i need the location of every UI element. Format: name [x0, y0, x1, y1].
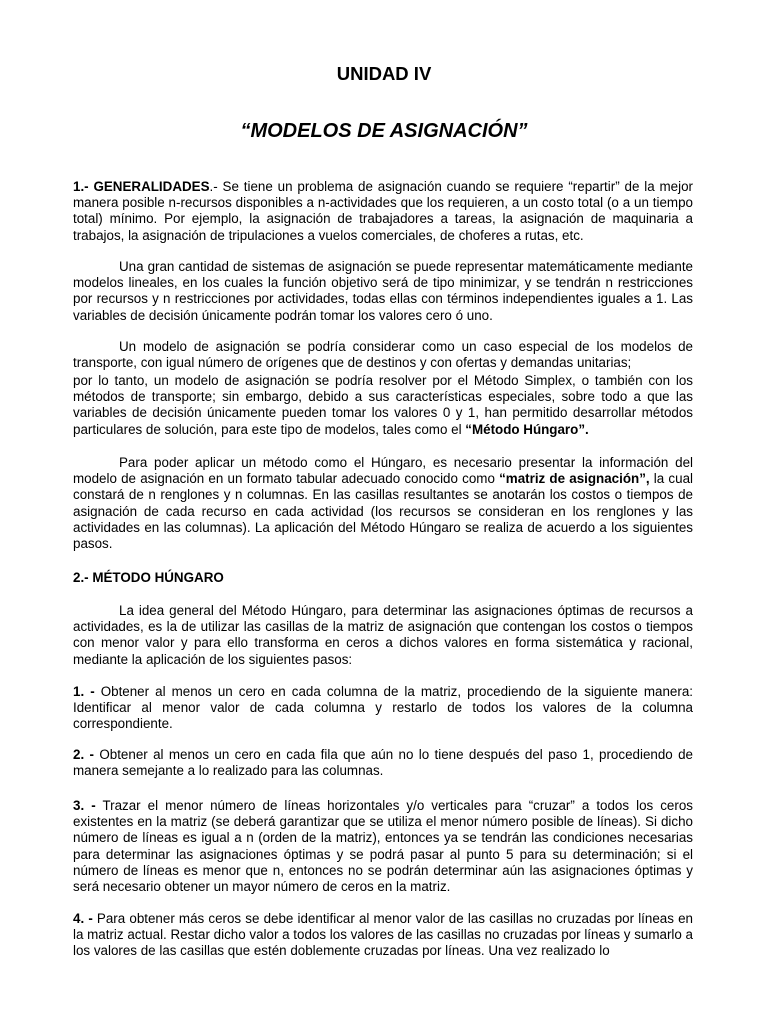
step-1-text: Obtener al menos un cero en cada columna de la matriz, procediendo de la siguiente manera: Identificar al menor valor de cada columna y restarlo de todos los valores de la columna correspondiente. — [73, 684, 693, 732]
sec1-paragraph-4 — [73, 455, 693, 552]
step-1-number: 1. - — [73, 684, 95, 699]
sec1-heading: 1.- GENERALIDADES — [73, 179, 210, 194]
unit-heading: UNIDAD IV — [336, 63, 432, 84]
sec1-paragraph-3a: Un modelo de asignación se podría considerar como un caso especial de los modelos de transporte, con igual número de orígenes que de destinos y con ofertas y demandas unitarias; — [73, 339, 693, 371]
sec1-p4-text-b: la cual constará de n renglones y n columnas. En las casillas resultantes se anotarán los costos o tiempos de asignación de cada recurso en cada actividad (los recursos se consideran en los renglones y las actividades en las columnas). La aplicación del Método Húngaro se realiza de acuerdo a los siguientes pasos. — [73, 471, 693, 552]
step-3-text: Trazar el menor número de líneas horizontales y/o verticales para “cruzar” a todos los ceros existentes en la matriz (se deberá garantizar que se utiliza el menor número posible de líneas). Si dicho número de líneas es igual a n (orden de la matriz), entonces ya se tendrán las condiciones necesarias para determinar las asignaciones óptimas y se podrá pasar al punto 5 para su determinación; si el número de líneas es menor que n, entonces no se podrán determinar aún las asignaciones óptimas y será necesario obtener un mayor número de ceros en la matriz. — [73, 798, 693, 895]
sec1-p1-text: .- Se tiene un problema de asignación cuando se requiere “repartir” de la mejor manera posible n-recursos disponibles a n-actividades que los requieren, a un costo total (o a un tiempo total) mínimo. Por ejemplo, la asignación de trabajadores a tareas, la asignación de maquinaria a trabajos, la asignación de tripulaciones a vuelos comerciales, de choferes a rutas, etc. — [73, 179, 693, 243]
sec1-paragraph-2: Una gran cantidad de sistemas de asignación se puede representar matemáticamente mediante modelos lineales, en los cuales la función objetivo será de tipo minimizar, y se tendrán n restricciones por recursos y n restricciones por actividades, todas ellas con términos independientes iguales a 1. Las variables de decisión únicamente podrán tomar los valores cero ó uno. — [73, 259, 693, 323]
sec1-paragraph-1 — [73, 179, 693, 244]
step-1 — [73, 684, 693, 733]
sec1-paragraph-3b — [73, 373, 693, 438]
step-2-number: 2. - — [73, 747, 94, 762]
document-title: “MODELOS DE ASIGNACIÓN” — [240, 120, 528, 142]
step-4-number: 4. - — [73, 911, 93, 926]
metodo-hungaro-bold: “Método Húngaro”. — [465, 421, 589, 437]
sec1-p4-text-a: Para poder aplicar un método como el Húngaro, es necesario presentar la información del modelo de asignación en un formato tabular adecuado conocido como — [73, 455, 693, 487]
step-4 — [73, 911, 693, 960]
matriz-asignacion-bold: “matriz de asignación”, — [499, 471, 650, 487]
step-4-text: Para obtener más ceros se debe identificar al menor valor de las casillas no cruzadas por líneas en la matriz actual. Restar dicho valor a todos los valores de las casillas no cruzadas por líneas y sumarlo a los valores de las casillas que estén doblemente cruzadas por líneas. Una vez realizado lo — [73, 911, 693, 959]
step-3 — [73, 798, 693, 895]
step-2 — [73, 747, 693, 779]
sec1-p3b-text: por lo tanto, un modelo de asignación se podría resolver por el Método Simplex, o también con los métodos de transporte; sin embargo, debido a sus características especiales, sobre todo a que las variables de decisión únicamente pueden tomar los valores 0 y 1, han permitido desarrollar métodos particulares de solución, para este tipo de modelos, tales como el — [73, 373, 693, 437]
sec2-intro: La idea general del Método Húngaro, para determinar las asignaciones óptimas de recursos a actividades, es la de utilizar las casillas de la matriz de asignación que contengan los costos o tiempos con menor valor y para ello transforma en ceros a dichos valores en forma sistemática y racional, mediante la aplicación de los siguientes pasos: — [73, 603, 693, 667]
sec2-heading — [73, 570, 693, 586]
sec2-heading-text: 2.- MÉTODO HÚNGARO — [73, 570, 224, 585]
step-3-number: 3. - — [73, 798, 96, 813]
step-2-text: Obtener al menos un cero en cada fila que aún no lo tiene después del paso 1, procediendo de manera semejante a lo realizado para las columnas. — [73, 747, 693, 779]
